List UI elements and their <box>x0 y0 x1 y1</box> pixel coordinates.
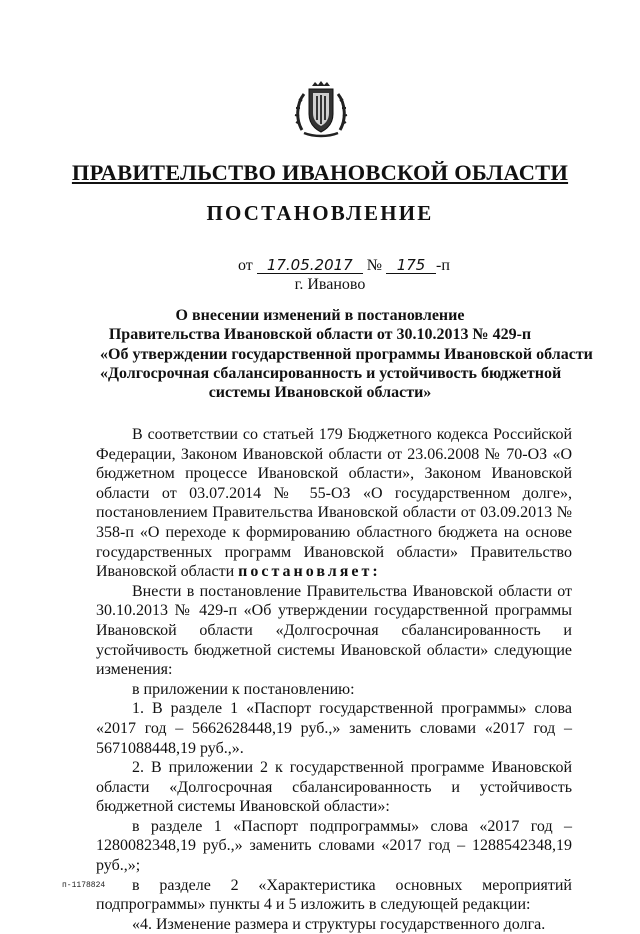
body-paragraph: 2. В приложении 2 к государственной программе Ивановской области «Долгосрочная сбалансированность и устойчивость бюджетной системы Ивановской области»: <box>96 759 572 816</box>
document-date: 17.05.2017 <box>257 257 363 274</box>
document-body <box>96 425 572 934</box>
decree-word: постановляет: <box>238 563 381 581</box>
body-paragraph: в разделе 2 «Характеристика основных мероприятий подпрограммы» пункты 4 и 5 изложить в следующей редакции: <box>96 876 572 914</box>
date-number-line <box>238 257 450 275</box>
subject-line: системы Ивановской области» <box>208 384 432 402</box>
government-title: ПРАВИТЕЛЬСТВО ИВАНОВСКОЙ ОБЛАСТИ <box>71 160 569 185</box>
number-sign: № <box>366 257 383 274</box>
document-subject <box>100 306 593 402</box>
document-type: ПОСТАНОВЛЕНИЕ <box>206 201 434 225</box>
document-number: 175 <box>386 257 436 274</box>
body-paragraph: в разделе 1 «Паспорт подпрограммы» слова «2017 год – 1280082348,19 руб.,» заменить словами «2017 год – 1288542348,19 руб.,»; <box>96 817 572 875</box>
number-suffix: -п <box>436 257 450 274</box>
body-paragraph: «4. Изменение размера и структуры государственного долга. <box>132 915 546 933</box>
subject-line: О внесении изменений в постановление <box>175 307 465 324</box>
body-paragraph: 1. В разделе 1 «Паспорт государственной программы» слова «2017 год – 5662628448,19 руб.,» заменить словами «2017 год – 5671088448,19 руб.,». <box>96 700 572 757</box>
preamble-text: В соответствии со статьей 179 Бюджетного кодекса Российской Федерации, Законом Ивановской области от 23.06.2008 № 70-ОЗ «О бюджетном процессе Ивановской области», Законом Ивановской области от 03.07.2014 № 55-ОЗ «О государственном долге», постановлением Правительства Ивановской области от 03.09.2013 № 358-п «О переходе к формированию областного бюджета на основе государственных программ Ивановской области» Правительство Ивановской области <box>96 426 572 581</box>
date-prefix: от <box>238 257 253 274</box>
subject-line: Правительства Ивановской области от 30.10.2013 № 429-п <box>108 326 532 344</box>
coat-of-arms-emblem <box>292 80 350 138</box>
body-paragraph: в приложении к постановлению: <box>132 680 355 698</box>
body-paragraph: Внести в постановление Правительства Ивановской области от 30.10.2013 № 429-п «Об утверждении государственной программы Ивановской области «Долгосрочная сбалансированность и устойчивость бюджетной системы Ивановской области» следующие изменения: <box>96 582 572 679</box>
subject-line: «Об утверждении государственной программы Ивановской области <box>100 345 593 363</box>
body-paragraph <box>96 425 572 582</box>
subject-line: «Долгосрочная сбалансированность и устойчивость бюджетной <box>100 364 562 382</box>
city-name: г. Иваново <box>294 276 366 293</box>
footer-document-code: п-1178824 <box>62 881 106 890</box>
